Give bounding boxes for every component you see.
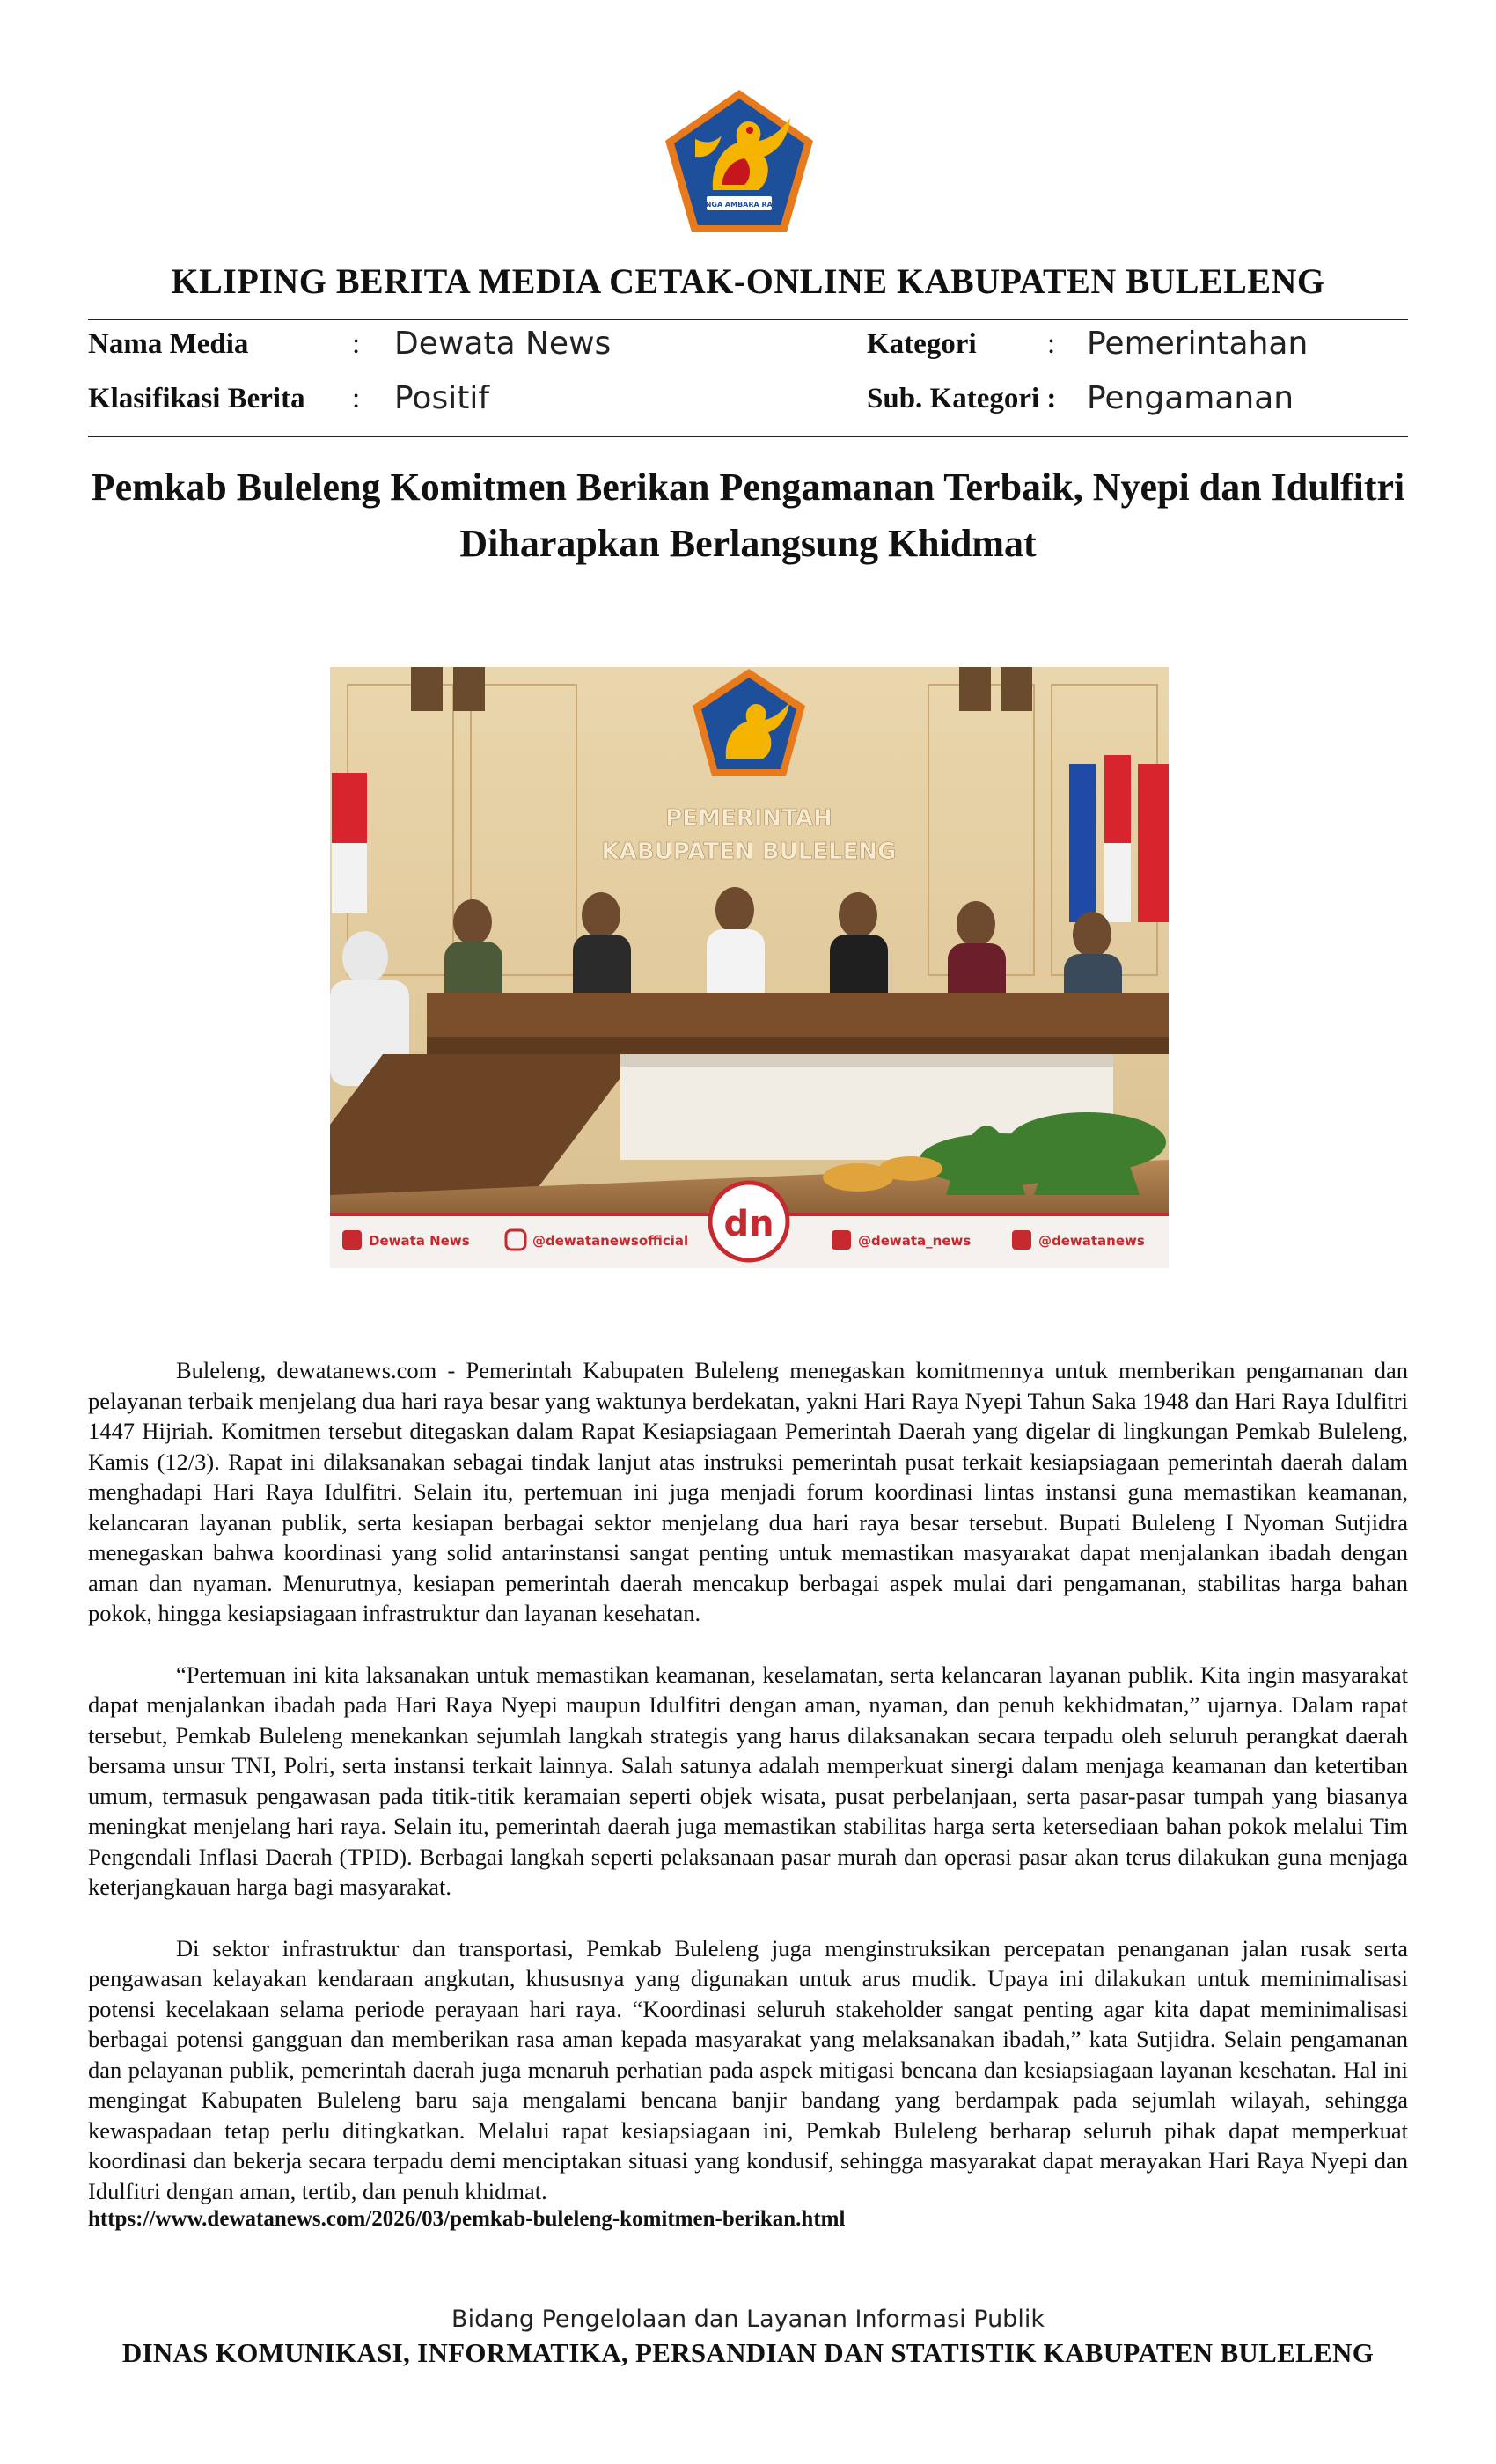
category-colon: : xyxy=(1047,328,1056,360)
facebook-icon xyxy=(342,1230,362,1250)
photo-social-tiktok: @dewatanews xyxy=(1038,1233,1145,1249)
classification-value: Positif xyxy=(394,380,489,416)
article-body xyxy=(88,1355,1408,2237)
clipping-header-title: KLIPING BERITA MEDIA CETAK-ONLINE KABUPATEN BULELENG xyxy=(171,261,1325,301)
sub-category-value: Pengamanan xyxy=(1087,380,1294,416)
media-name-value: Dewata News xyxy=(394,326,612,362)
footer-unit-name: Bidang Pengelolaan dan Layanan Informasi Publik xyxy=(451,2306,1045,2333)
sub-category-label: Sub. Kategori : xyxy=(867,383,1057,414)
photo-brand-mark: dn xyxy=(723,1204,774,1244)
photo-social-facebook: Dewata News xyxy=(369,1233,470,1249)
header-divider-top xyxy=(88,319,1408,320)
photo-social-twitter: @dewata_news xyxy=(858,1233,972,1249)
article-paragraph: Buleleng, dewatanews.com - Pemerintah Kabupaten Buleleng menegaskan komitmennya untuk memberikan pengamanan dan pelayanan terbaik menjelang dua hari raya besar yang waktunya berdekatan, yakni Hari Raya Nyepi Tahun Saka 1948 dan Hari Raya Idulfitri 1447 Hijriah. Komitmen tersebut ditegaskan dalam Rapat Kesiapsiagaan Pemerintah Daerah yang digelar di lingkungan Pemkab Buleleng, Kamis (12/3). Rapat ini dilaksanakan sebagai tindak lanjut atas instruksi pemerintah pusat terkait kesiapsiagaan pemerintah daerah dalam menghadapi Hari Raya Idulfitri. Selain itu, pertemuan ini juga menjadi forum koordinasi lintas instansi guna memastikan keamanan, kelancaran layanan publik, serta kesiapan berbagai sektor menjelang dua hari raya besar tersebut. Bupati Buleleng I Nyoman Sutjidra menegaskan bahwa koordinasi yang solid antarinstansi sangat penting untuk memastikan masyarakat dapat menjalankan ibadah dengan aman dan nyaman. Menurutnya, kesiapan pemerintah daerah mencakup berbagai aspek mulai dari pengamanan, stabilitas harga bahan pokok, hingga kesiapsiagaan infrastruktur dan layanan kesehatan. xyxy=(88,1357,1408,1626)
regency-emblem-logo xyxy=(660,86,818,236)
article-paragraph: Di sektor infrastruktur dan transportasi, Pemkab Buleleng juga menginstruksikan percepatan penanganan jalan rusak serta pengawasan kelayakan kendaraan angkutan, khususnya yang digunakan untuk arus mudik. Upaya ini dilakukan untuk meminimalisasi potensi kecelakaan selama periode perayaan hari raya. “Koordinasi seluruh stakeholder sangat penting agar kita dapat meminimalisasi berbagai potensi gangguan dan memberikan rasa aman kepada masyarakat yang melaksanakan ibadah,” kata Sutjidra. Selain pengamanan dan pelayanan publik, pemerintah daerah juga menaruh perhatian pada aspek mitigasi bencana dan kesiapsiagaan layanan kesehatan. Hal ini mengingat Kabupaten Buleleng baru saja mengalami bencana banjir bandang yang berdampak pada sejumlah wilayah, sehingga kewaspadaan tetap perlu ditingkatkan. Melalui rapat kesiapsiagaan ini, Pemkab Buleleng berharap seluruh pihak dapat memperkuat koordinasi dan bekerja secara terpadu demi menciptakan situasi yang kondusif, sehingga masyarakat dapat merayakan Hari Raya Nyepi dan Idulfitri dengan aman, tertib, dan penuh khidmat. xyxy=(88,1934,1408,2204)
category-value: Pemerintahan xyxy=(1087,326,1309,362)
category-label: Kategori xyxy=(867,328,977,360)
tiktok-icon xyxy=(1012,1230,1031,1250)
article-paragraph: “Pertemuan ini kita laksanakan untuk memastikan keamanan, keselamatan, serta kelancaran layanan publik. Kita ingin masyarakat dapat menjalankan ibadah pada Hari Raya Nyepi maupun Idulfitri dengan aman, nyaman, dan penuh kekhidmatan,” ujarnya. Dalam rapat tersebut, Pemkab Buleleng menekankan sejumlah langkah strategis yang harus dilaksanakan secara terpadu oleh seluruh perangkat daerah bersama unsur TNI, Polri, serta instansi terkait lainnya. Salah satunya adalah memperkuat sinergi dalam menjaga keamanan dan ketertiban umum, termasuk pengawasan pada titik-titik keramaian seperti objek wisata, pusat perbelanjaan, serta pasar-pasar tumpah yang biasanya meningkat menjelang hari raya. Selain itu, pemerintah daerah juga memastikan stabilitas harga serta ketersediaan bahan pokok melalui Tim Pengendali Inflasi Daerah (TPID). Berbagai langkah seperti pelaksanaan pasar murah dan operasi pasar akan terus dilakukan guna menjaga keterjangkauan harga bagi masyarakat. xyxy=(88,1661,1408,1900)
emblem-motto-text: SINGA AMBARA RAJA xyxy=(697,201,781,209)
article-title: Pemkab Buleleng Komitmen Berikan Pengamanan Terbaik, Nyepi dan Idulfitri Diharapkan Berlangsung Khidmat xyxy=(91,466,1405,565)
article-photo xyxy=(330,667,1169,1268)
classification-colon: : xyxy=(352,383,361,414)
media-name-label: Nama Media xyxy=(88,328,249,360)
header-divider-bottom xyxy=(88,436,1408,437)
twitter-icon xyxy=(832,1230,851,1250)
footer-office-name: DINAS KOMUNIKASI, INFORMATIKA, PERSANDIAN DAN STATISTIK KABUPATEN BULELENG xyxy=(121,2337,1375,2368)
media-name-colon: : xyxy=(352,328,361,360)
source-url-link[interactable]: https://www.dewatanews.com/2026/03/pemkab-buleleng-komitmen-berikan.html xyxy=(88,2207,846,2231)
photo-wall-sign-line1: PEMERINTAH xyxy=(665,805,832,832)
photo-social-instagram: @dewatanewsofficial xyxy=(532,1233,689,1249)
meeting-photo-illustration xyxy=(330,667,1169,1268)
buleleng-emblem-icon xyxy=(660,86,818,236)
photo-wall-sign-line2: KABUPATEN BULELENG xyxy=(601,839,897,865)
classification-label: Klasifikasi Berita xyxy=(88,383,305,414)
